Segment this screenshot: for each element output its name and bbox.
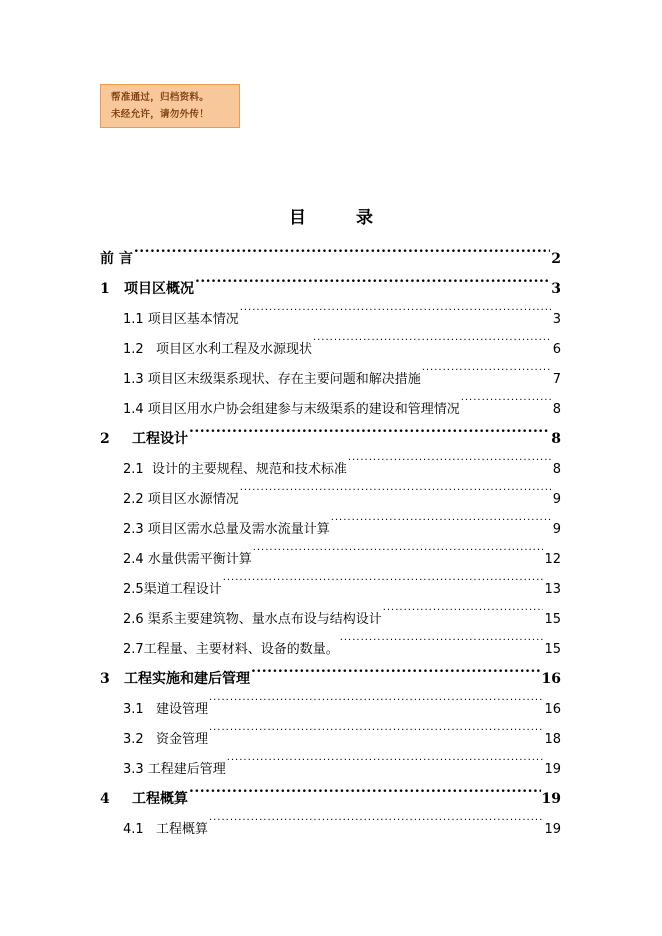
toc-page-number: 3 <box>551 281 561 297</box>
toc-entry-label: 1.4 项目区用水户协会组建参与末级渠系的建设和管理情况 <box>123 402 460 417</box>
toc-entry-label: 3.1 建设管理 <box>123 702 208 717</box>
toc-leader-dots <box>251 653 541 683</box>
toc-page-number: 12 <box>544 552 561 567</box>
toc-entry-label: 2.7工程量、主要材料、设备的数量。 <box>123 642 339 657</box>
toc-page-number: 9 <box>552 492 561 507</box>
toc-leader-dots <box>240 473 552 503</box>
toc-leader-dots <box>195 263 550 293</box>
toc-page-number: 19 <box>541 791 561 807</box>
toc-leader-dots <box>461 383 552 413</box>
toc-entry-label: 前 言 <box>100 251 133 267</box>
toc-entry-label: 2.5渠道工程设计 <box>123 582 222 597</box>
toc-page-number: 16 <box>544 702 561 717</box>
toc-entry-label: 3.3 工程建后管理 <box>123 762 226 777</box>
toc-page-number: 15 <box>544 642 561 657</box>
toc-leader-dots <box>331 503 552 533</box>
toc-entry-label: 2.2 项目区水源情况 <box>123 492 239 507</box>
toc-entry-label: 2.1 设计的主要规程、规范和技术标准 <box>123 462 347 477</box>
toc-leader-dots <box>348 443 552 473</box>
toc-leader-dots <box>209 713 544 743</box>
table-of-contents <box>100 233 561 837</box>
toc-entry-label: 2.4 水量供需平衡计算 <box>123 552 252 567</box>
toc-leader-dots <box>189 773 541 803</box>
toc-leader-dots <box>422 353 552 383</box>
toc-entry[interactable] <box>100 233 561 267</box>
toc-page-number: 13 <box>544 582 561 597</box>
toc-leader-dots <box>189 413 550 443</box>
toc-entry-label: 4.1 工程概算 <box>123 822 208 837</box>
toc-page-number: 8 <box>552 402 561 417</box>
toc-page-number: 8 <box>552 462 561 477</box>
stamp-line-2: 未经允许，请勿外传！ <box>111 109 210 120</box>
toc-leader-dots <box>134 233 550 263</box>
toc-entry-label: 2.6 渠系主要建筑物、量水点布设与结构设计 <box>123 612 382 627</box>
toc-entry-label: 1.2 项目区水利工程及水源现状 <box>123 342 312 357</box>
toc-page-number: 3 <box>552 312 561 327</box>
toc-page-number: 18 <box>544 732 561 747</box>
stamp-line-1: 帮准通过，归档资料。 <box>111 92 210 103</box>
toc-leader-dots <box>223 563 544 593</box>
toc-page-number: 7 <box>552 372 561 387</box>
toc-entry-label: 2 工程设计 <box>100 431 188 447</box>
toc-page-number: 6 <box>552 342 561 357</box>
toc-page-number: 8 <box>551 431 561 447</box>
toc-page-number: 19 <box>544 762 561 777</box>
stamp-notice <box>100 84 240 128</box>
toc-page-number: 15 <box>544 612 561 627</box>
toc-leader-dots <box>253 533 544 563</box>
toc-entry-label: 3 工程实施和建后管理 <box>100 671 250 687</box>
toc-page-number: 2 <box>551 251 561 267</box>
toc-entry-label: 3.2 资金管理 <box>123 732 208 747</box>
toc-leader-dots <box>209 683 544 713</box>
toc-entry-label: 1.3 项目区末级渠系现状、存在主要问题和解决措施 <box>123 372 421 387</box>
toc-title: 目 录 <box>289 208 395 228</box>
toc-page-number: 9 <box>552 522 561 537</box>
toc-leader-dots <box>340 623 544 653</box>
toc-entry-label: 1.1 项目区基本情况 <box>123 312 239 327</box>
toc-entry[interactable] <box>100 263 561 297</box>
toc-page-number: 19 <box>544 822 561 837</box>
toc-page-number: 16 <box>541 671 561 687</box>
toc-leader-dots <box>209 803 544 833</box>
toc-entry-label: 4 工程概算 <box>100 791 188 807</box>
toc-entry-label: 2.3 项目区需水总量及需水流量计算 <box>123 522 330 537</box>
toc-leader-dots <box>227 743 544 773</box>
toc-entry-label: 1 项目区概况 <box>100 281 194 297</box>
toc-leader-dots <box>313 323 552 353</box>
toc-leader-dots <box>240 293 552 323</box>
toc-leader-dots <box>383 593 544 623</box>
